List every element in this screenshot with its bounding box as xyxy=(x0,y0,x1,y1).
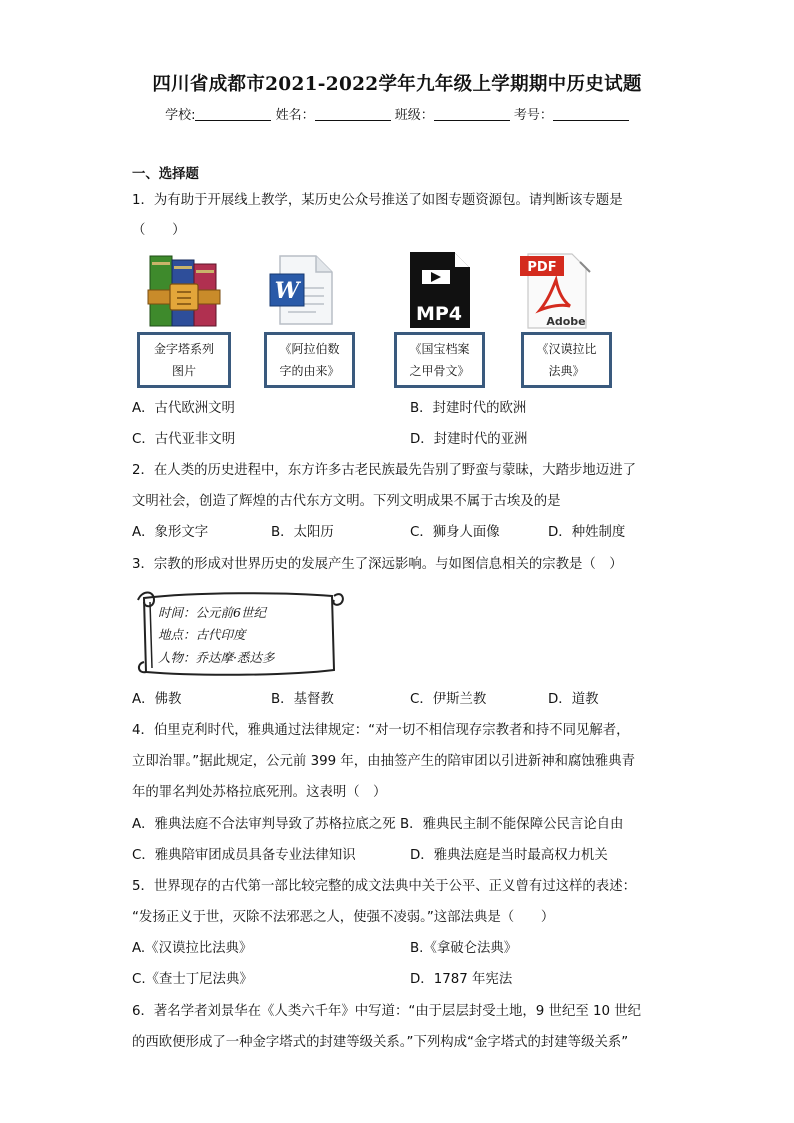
q1-option-d[interactable]: D．封建时代的亚洲 xyxy=(410,432,528,447)
q1-option-c[interactable]: C．古代亚非文明 xyxy=(132,432,236,447)
name-label: 姓名： xyxy=(275,108,315,123)
caption-text: 法典》 xyxy=(548,364,585,378)
q5-option-a[interactable]: A.《汉谟拉比法典》 xyxy=(132,941,253,956)
class-label: 班级： xyxy=(394,108,434,123)
caption-box-hammurabi xyxy=(521,332,612,388)
q4-option-a[interactable]: A．雅典法庭不合法审判导致了苏格拉底之死 xyxy=(132,817,396,832)
q3-option-c[interactable]: C．伊斯兰教 xyxy=(410,692,487,707)
scroll-line-place: 地点：古代印度 xyxy=(158,627,246,642)
q4-stem-line2: 立即治罪。”据此规定，公元前 399 年，由抽签产生的陪审团以引进新神和腐蚀雅典青 xyxy=(132,754,635,769)
q3-option-a[interactable]: A．佛教 xyxy=(132,692,182,707)
caption-text: 图片 xyxy=(171,364,196,378)
pdf-icon-label: PDF xyxy=(527,260,557,275)
caption-box-pyramid xyxy=(137,332,231,388)
q4-option-d[interactable]: D．雅典法庭是当时最高权力机关 xyxy=(410,848,608,863)
school-blank[interactable] xyxy=(195,107,271,121)
q5-option-c[interactable]: C.《查士丁尼法典》 xyxy=(132,972,253,987)
q2-option-d[interactable]: D．种姓制度 xyxy=(548,525,626,540)
class-blank[interactable] xyxy=(434,107,510,121)
scroll-line-time: 时间：公元前6世纪 xyxy=(158,605,266,620)
q6-stem-line2: 的西欧便形成了一种金字塔式的封建等级关系。”下列构成“金字塔式的封建等级关系” xyxy=(132,1035,629,1050)
id-label: 考号： xyxy=(513,108,553,123)
id-blank[interactable] xyxy=(553,107,629,121)
mp4-file-icon xyxy=(408,250,472,330)
pdf-file-icon xyxy=(518,252,596,330)
q2-option-c[interactable]: C．狮身人面像 xyxy=(410,525,500,540)
q3-option-d[interactable]: D．道教 xyxy=(548,692,599,707)
caption-text: 金字塔系列 xyxy=(153,342,214,356)
adobe-wordmark: Adobe xyxy=(546,315,586,328)
q5-option-b[interactable]: B.《拿破仑法典》 xyxy=(410,941,518,956)
caption-text: 字的由来》 xyxy=(279,364,340,378)
student-info-line xyxy=(0,104,794,123)
q3-option-b[interactable]: B．基督教 xyxy=(271,692,334,707)
word-document-icon xyxy=(266,252,342,328)
q3-stem: 3．宗教的形成对世界历史的发展产生了深远影响。与如图信息相关的宗教是（ ） xyxy=(132,557,623,572)
q5-stem-line1: 5．世界现存的古代第一部比较完整的成文法典中关于公平、正义曾有过这样的表述： xyxy=(132,879,636,894)
q4-stem-line3: 年的罪名判处苏格拉底死刑。这表明（ ） xyxy=(132,785,387,800)
scroll-line-person: 人物：乔达摩·悉达多 xyxy=(158,650,275,665)
section-heading: 一、选择题 xyxy=(132,167,199,182)
caption-text: 《汉谟拉比 xyxy=(536,342,597,356)
name-blank[interactable] xyxy=(315,107,391,121)
caption-box-arabic-numerals xyxy=(264,332,355,388)
q1-option-a[interactable]: A．古代欧洲文明 xyxy=(132,401,235,416)
q6-stem-line1: 6．著名学者刘景华在《人类六千年》中写道：“由于层层封受土地，9 世纪至 10 世纪 xyxy=(132,1004,642,1019)
q5-option-d[interactable]: D．1787 年宪法 xyxy=(410,972,513,987)
school-label: 学校: xyxy=(165,108,196,123)
page-title: 四川省成都市2021-2022学年九年级上学期期中历史试题 xyxy=(152,74,642,95)
books-archive-icon xyxy=(146,252,224,330)
q1-stem-line2: （ ） xyxy=(132,223,186,238)
q4-stem-line1: 4．伯里克利时代，雅典通过法律规定：“对一切不相信现存宗教者和持不同见解者， xyxy=(132,723,630,738)
q5-stem-line2: “发扬正义于世，灭除不法邪恶之人，使强不凌弱。”这部法典是（ ） xyxy=(132,910,555,925)
q4-option-b[interactable]: B．雅典民主制不能保障公民言论自由 xyxy=(400,817,624,832)
q2-option-b[interactable]: B．太阳历 xyxy=(271,525,334,540)
q2-stem-line1: 2．在人类的历史进程中，东方许多古老民族最先告别了野蛮与蒙昧，大踏步地迈进了 xyxy=(132,463,636,478)
q2-option-a[interactable]: A．象形文字 xyxy=(132,525,209,540)
caption-text: 之甲骨文》 xyxy=(409,364,470,378)
caption-box-oracle-bone xyxy=(394,332,485,388)
mp4-icon-label: MP4 xyxy=(415,303,463,325)
caption-text: 《国宝档案 xyxy=(409,342,470,356)
q1-stem-line1: 1．为有助于开展线上教学，某历史公众号推送了如图专题资源包。请判断该专题是 xyxy=(132,193,623,208)
caption-text: 《阿拉伯数 xyxy=(279,342,340,356)
q1-option-b[interactable]: B．封建时代的欧洲 xyxy=(410,401,527,416)
q2-stem-line2: 文明社会，创造了辉煌的古代东方文明。下列文明成果不属于古埃及的是 xyxy=(132,494,561,509)
word-icon-letter: W xyxy=(274,278,300,304)
q4-option-c[interactable]: C．雅典陪审团成员具备专业法律知识 xyxy=(132,848,356,863)
